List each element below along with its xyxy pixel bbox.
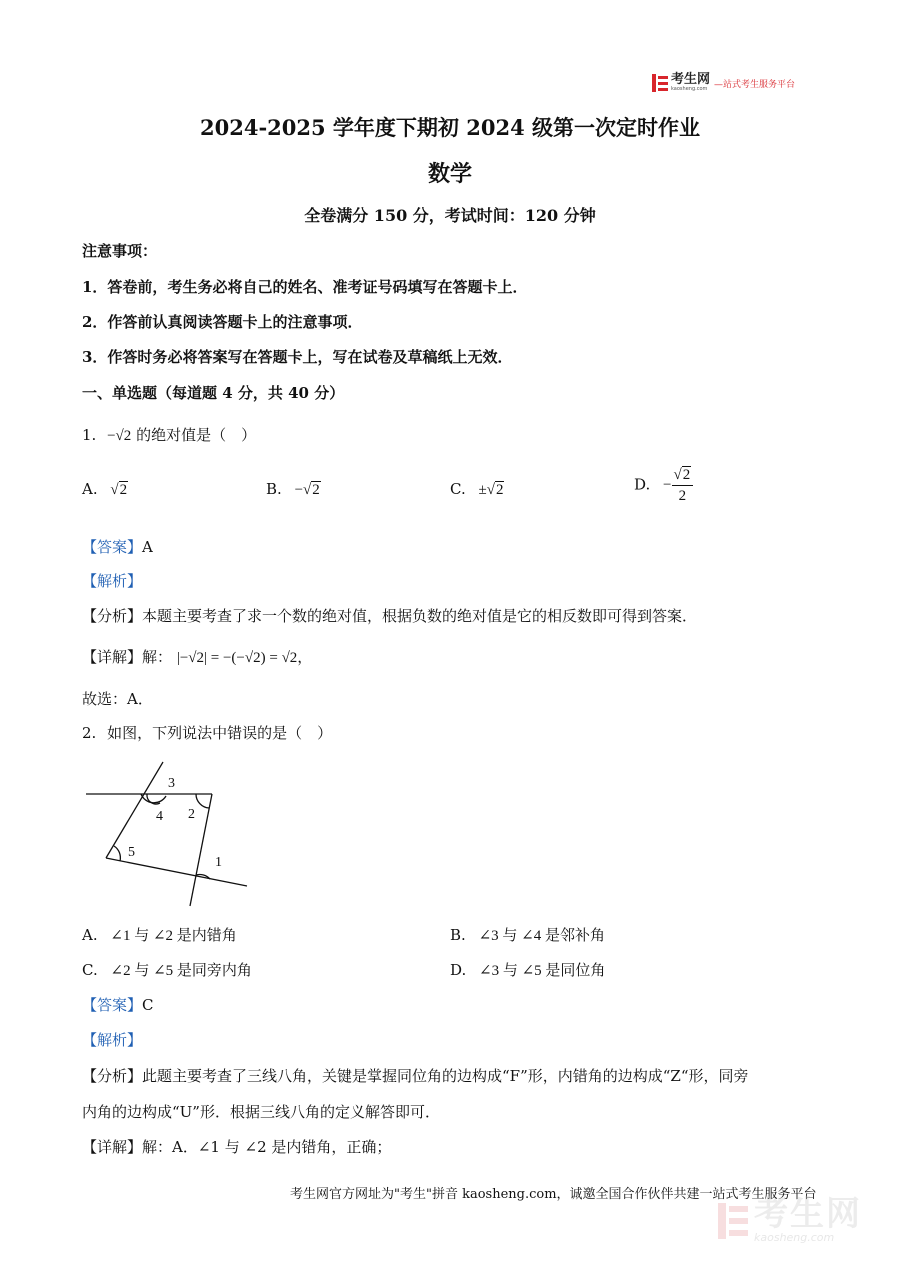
option-value: √2 [110,482,128,498]
answer-value: C [142,996,154,1014]
detail-expression: |−√2| = −(−√2) = √2， [176,650,313,666]
option-b [266,480,321,499]
q2-detail [82,1136,391,1157]
detail-text: 解：A．∠1 与 ∠2 是内错角，正确； [142,1138,392,1156]
option-c [82,959,252,980]
option-label: B. [266,480,282,498]
footer-text: 考生网官方网址为"考生"拼音 kaosheng.com，诚邀全国合作伙伴共建一站式考生服务平台 [290,1187,817,1202]
option-text: ∠3 与 ∠4 是邻补角 [478,928,605,944]
bottom-line [106,858,247,886]
q2-analysis-tag: 【解析】 [82,1031,143,1049]
watermark-domain: kaosheng.com [754,1231,835,1244]
option-label: C. [82,961,98,979]
option-label: B. [450,926,466,944]
angle-label-3: 3 [168,776,175,791]
option-c [450,480,504,499]
notes-item: 3．作答时务必将答案写在答题卡上，写在试卷及草稿纸上无效． [82,348,513,366]
option-d [634,468,693,504]
logo-text-block [671,74,710,92]
q1-detail [82,646,312,667]
option-text: ∠2 与 ∠5 是同旁内角 [110,963,252,979]
angle-figure [84,760,254,910]
fenxi-text: 本题主要考查了求一个数的绝对值，根据负数的绝对值是它的相反数即可得到答案． [142,607,698,625]
option-text: ∠1 与 ∠2 是内错角 [110,928,237,944]
option-label: D. [450,961,467,979]
fenxi-tag: 【分析】 [82,607,143,625]
question-1-text: 的绝对值是（ ） [136,426,257,444]
angle-label-5: 5 [128,845,135,860]
q2-fenxi-line2: 内角的边构成“U”形．根据三线八角的定义解答即可． [82,1103,440,1121]
angle-arc-4 [141,794,166,803]
fenxi-text: 此题主要考查了三线八角，关键是掌握同位角的边构成“F”形，内错角的边构成“Z“形，同旁 [142,1067,749,1085]
option-label: A. [82,480,98,498]
detail-tag: 【详解】 [82,648,143,666]
paper-info: 全卷满分 150 分，考试时间：120 分钟 [304,206,596,225]
question-1-expression: −√2 [107,428,132,444]
section-heading: 一、单选题（每道题 4 分，共 40 分） [82,384,345,402]
option-d [450,959,605,980]
option-value: ±√2 [478,482,504,498]
q1-fenxi [82,605,697,626]
angle-label-4: 4 [156,809,163,824]
logo-name: 考生网 [671,72,711,87]
q2-fenxi-line1 [82,1065,749,1086]
left-transversal [106,762,163,858]
option-label: A. [82,926,98,944]
q2-answer [82,994,154,1015]
angle-label-2: 2 [188,807,195,822]
answer-tag: 【答案】 [82,538,143,556]
watermark-logo-icon [718,1203,748,1239]
detail-tag: 【详解】 [82,1138,143,1156]
option-b [450,924,605,945]
option-a [82,924,237,945]
watermark-text: 考生网 [754,1194,862,1234]
question-number: 1. [82,426,97,444]
option-a [82,480,128,499]
fenxi-tag: 【分析】 [82,1067,143,1085]
option-label: C. [450,480,466,498]
angle-arc-5 [114,846,120,861]
option-text: ∠3 与 ∠5 是同位角 [479,963,606,979]
logo-domain: kaosheng.com [671,86,708,92]
angle-arc-2 [196,794,209,808]
paper-title: 2024-2025 学年度下期初 2024 级第一次定时作业 [200,115,700,140]
option-value: −√2 [294,482,320,498]
q1-conclusion: 故选：A． [82,690,153,708]
notes-heading: 注意事项： [82,242,158,260]
notes-item: 1．答卷前，考生务必将自己的姓名、准考证号码填写在答题卡上． [82,278,528,296]
detail-prefix: 解： [142,648,173,666]
q1-answer [82,536,153,557]
question-2-text: 如图，下列说法中错误的是（ ） [107,724,333,742]
logo-icon [652,74,668,92]
paper-subject: 数学 [427,161,472,187]
logo-slogan: —站式考生服务平台 [714,79,796,90]
notes-item: 2．作答前认真阅读答题卡上的注意事项． [82,313,363,331]
option-label: D. [634,475,651,494]
angle-label-1: 1 [215,855,222,870]
header-logo [652,72,795,94]
watermark [718,1194,862,1244]
question-number: 2. [82,724,97,742]
question-1-stem [82,424,256,445]
q1-analysis-tag: 【解析】 [82,572,143,590]
option-value: − $\frac{√2}{2}$ [663,477,693,493]
question-2-stem [82,722,332,743]
answer-value: A [142,538,153,556]
answer-tag: 【答案】 [82,996,143,1014]
